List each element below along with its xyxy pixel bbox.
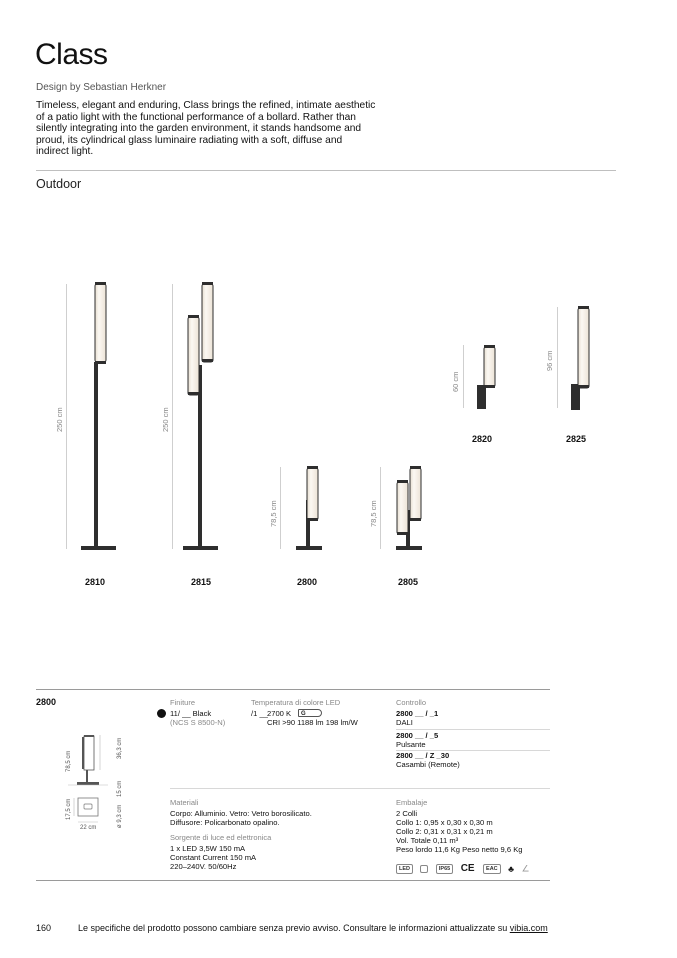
page-number: 160 <box>36 923 52 933</box>
sorgente-label: Sorgente di luce ed elettronica <box>170 833 272 842</box>
product-code-2825: 2825 <box>566 434 587 444</box>
product-2805-drawing <box>396 466 422 550</box>
materiali-label: Materiali <box>170 798 199 807</box>
spec-dim-diameter: ø 9,3 cm <box>117 804 123 828</box>
ip65-badge: IP65 <box>436 864 453 874</box>
temperatura-label: Temperatura di colore LED <box>251 698 341 707</box>
product-2810-drawing <box>81 282 116 550</box>
height-label-2820: 60 cm <box>451 371 460 392</box>
footer-notice-text: Le specifiche del prodotto possono cambiare senza previo avviso. Consultare le informazioni attualizzate su <box>78 923 510 933</box>
product-2820-drawing <box>477 345 495 409</box>
control-desc-pulsante: Pulsante <box>396 740 426 749</box>
dimension-line-2815 <box>172 284 173 549</box>
product-code-2800: 2800 <box>297 577 318 587</box>
product-code-2815: 2815 <box>191 577 212 587</box>
page-title: Class <box>35 38 108 71</box>
control-desc-dali: DALI <box>396 718 413 727</box>
spec-top-divider <box>36 689 550 690</box>
control-desc-casambi: Casambi (Remote) <box>396 760 460 769</box>
imballaggio-line-2: Collo 1: 0,95 x 0,30 x 0,30 m <box>396 818 493 827</box>
imballaggio-line-1: 2 Colli <box>396 809 418 818</box>
spec-dim-base-width: 22 cm <box>80 825 97 831</box>
finiture-label: Finiture <box>170 698 196 707</box>
spec-product-code: 2800 <box>36 697 57 707</box>
product-code-2805: 2805 <box>398 577 419 587</box>
footer-website-link[interactable]: vibia.com <box>509 923 548 933</box>
spec-dim-base2: 15 cm <box>117 780 123 797</box>
spec-mid-divider <box>170 788 550 789</box>
eac-badge: EAC <box>483 864 501 874</box>
section-label: Outdoor <box>36 177 82 191</box>
product-code-2820: 2820 <box>472 434 493 444</box>
height-label-2805: 78,5 cm <box>369 500 378 527</box>
materiali-line-2: Diffusore: Policarbonato opalino. <box>170 818 280 827</box>
spec-bottom-divider <box>36 880 550 881</box>
imballaggio-line-5: Peso lordo 11,6 Kg Peso netto 9,6 Kg <box>396 845 523 854</box>
dimension-line-2800 <box>280 467 281 549</box>
temperatura-cri: CRI >90 1188 lm 198 lm/W <box>267 718 358 727</box>
led-badge: LED <box>396 864 413 874</box>
spec-technical-drawing <box>62 730 142 835</box>
ce-mark: CE <box>460 863 475 875</box>
dimension-line-2820 <box>463 345 464 408</box>
dimension-line-2810 <box>66 284 67 549</box>
sorgente-line-2: Constant Current 150 mA <box>170 853 257 862</box>
finish-swatch-black <box>157 709 166 718</box>
control-code-pulsante: 2800 __ / _5 <box>396 731 439 740</box>
footer-notice <box>78 923 548 933</box>
finish-ncs: (NCS S 8500-N) <box>170 718 226 727</box>
sorgente-line-3: 220–240V. 50/60Hz <box>170 862 237 871</box>
imballaggio-label: Embalaje <box>396 798 428 807</box>
height-label-2815: 250 cm <box>161 407 170 432</box>
control-code-dali: 2800 __ / _1 <box>396 709 439 718</box>
energy-class-badge: G <box>298 709 322 717</box>
certification-badges <box>396 860 530 878</box>
product-2815-drawing <box>183 282 218 550</box>
sorgente-line-1: 1 x LED 3,5W 150 mA <box>170 844 246 853</box>
dimension-line-2805 <box>380 467 381 549</box>
temperatura-kelvin: 2700 K <box>267 709 292 718</box>
outdoor-icon: ♣ <box>508 863 515 874</box>
control-code-casambi: 2800 __ / Z _30 <box>396 751 450 760</box>
spec-dim-base-height: 17,5 cm <box>66 798 72 820</box>
spec-dim-total-height: 78,5 cm <box>66 750 72 772</box>
header-divider <box>36 170 616 171</box>
temperatura-code: /1 __ <box>251 709 268 718</box>
materiali-line-1: Corpo: Alluminio. Vetro: Vetro borosilicato. <box>170 809 312 818</box>
beam-angle-icon: ∠ <box>521 863 530 874</box>
dimension-line-2825 <box>557 307 558 408</box>
designer-credit: Design by Sebastian Herkner <box>36 82 167 93</box>
product-illustrations <box>0 270 677 570</box>
controllo-label: Controllo <box>396 698 427 707</box>
height-label-2810: 250 cm <box>55 407 64 432</box>
product-code-2810: 2810 <box>85 577 106 587</box>
spec-dim-head-height: 36,3 cm <box>117 737 123 759</box>
finish-code: 11/ __ Black <box>170 709 212 718</box>
product-2800-drawing <box>296 466 322 550</box>
height-label-2825: 96 cm <box>545 350 554 371</box>
class-ii-icon <box>420 865 428 873</box>
product-2825-drawing <box>571 306 589 410</box>
imballaggio-line-4: Vol. Totale 0,11 m³ <box>396 836 459 845</box>
control-divider-1 <box>396 729 550 730</box>
intro-paragraph: Timeless, elegant and enduring, Class brings the refined, intimate aesthetic of a patio light with the functional performance of a bollard. Rather than silently integrating into the garden environment, it stands handsome and proud, its cylindrical glass luminaire radiating with a soft, diffuse and indirect light. <box>36 100 376 158</box>
imballaggio-line-3: Collo 2: 0,31 x 0,31 x 0,21 m <box>396 827 493 836</box>
height-label-2800: 78,5 cm <box>269 500 278 527</box>
